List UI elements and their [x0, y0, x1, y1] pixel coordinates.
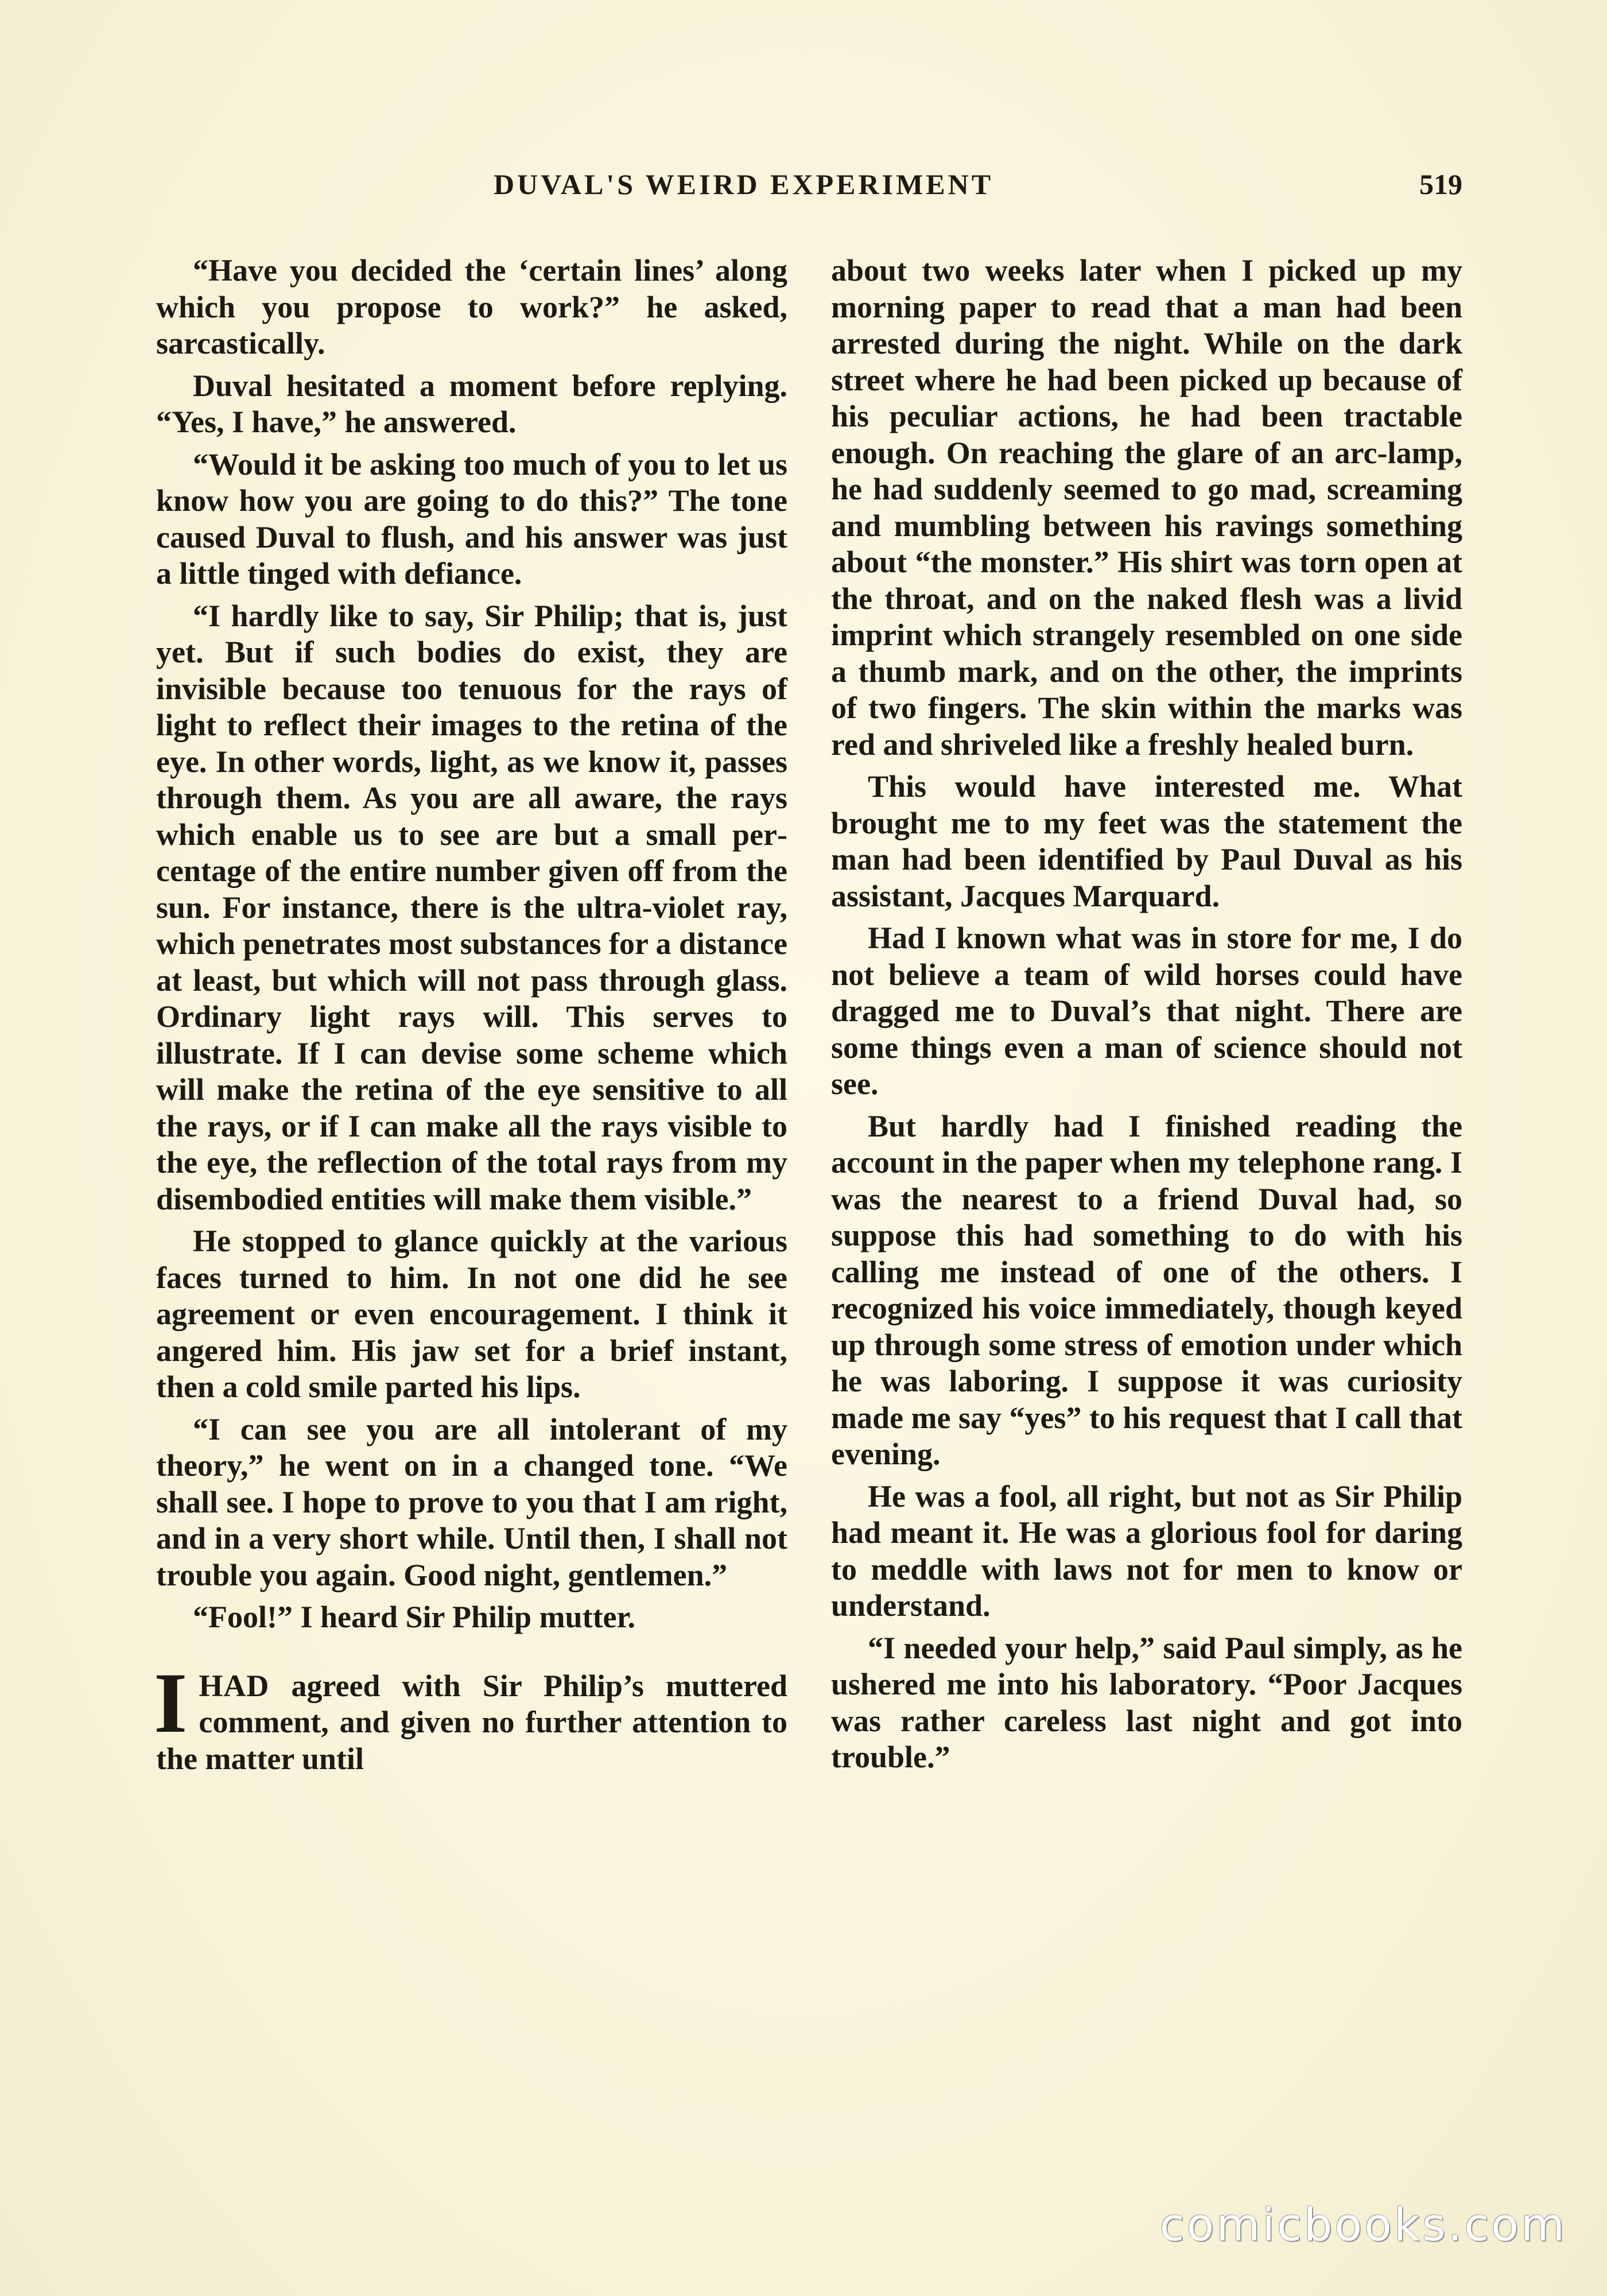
smallcaps-lead: HAD: [199, 1668, 270, 1703]
paragraph-continued: about two weeks later when I picked up my morning paper to read that a man had been arrested during the night. While on the dark street where he had been picked up because of his peculiar actions, he had been tractable enough. On reaching the glare of an arc-lamp, he had suddenly seemed to go mad, screaming and mumbling between his ravings something about “the monster.” His shirt was torn open at the throat, and on the naked flesh was a livid imprint which strangely resembled on one side a thumb mark, and on the other, the imprints of two fingers. The skin within the marks was red and shriveled like a freshly healed burn.: [831, 253, 1462, 762]
paragraph: Had I known what was in store for me, I do not believe a team of wild horses could have dragged me to Duval’s that night. There are some things even a man of science should not see.: [831, 921, 1462, 1101]
right-column: [831, 253, 1462, 1782]
paragraph: “Would it be asking too much of you to let us know how you are going to do this?” The tone caused Duval to flush, and his answer was just a little tinged with defiance.: [156, 447, 787, 591]
paragraph: “I hardly like to say, Sir Philip; that is, just yet. But if such bodies do exist, they are invisible because too tenuous for the rays of light to reflect their images to the retina of the eye. In other words, light, as we know it, passes through them. As you are all aware, the rays which enable us to see are but a small percentage of the entire number given off from the sun. For instance, there is the ultra-violet ray, which penetrates most substances for a distance at least, but which will not pass through glass. Ordinary light rays will. This serves to illustrate. If I can devise some scheme which will make the retina of the eye sensitive to all the rays, or if I can make all the rays visible to the eye, the reflection of the total rays from my disembodied entities will make them visible.”: [156, 598, 787, 1216]
drop-cap: I: [154, 1655, 188, 1751]
paragraph: This would have interested me. What brought me to my feet was the statement the man had been identified by Paul Duval as his assistant, Jacques Marquard.: [831, 769, 1462, 913]
paragraph: “I needed your help,” said Paul simply, as he ushered me into his laboratory. “Poor Jacques was rather careless last night and got into trouble.”: [831, 1630, 1462, 1774]
watermark: comicbooks.com: [1159, 2200, 1567, 2251]
paragraph: But hardly had I finished reading the account in the paper when my telephone rang. I was the nearest to a friend Duval had, so suppose this had something to do with his calling me instead of one of the others. I recognized his voice immediately, though keyed up through some stress of emotion under which he was laboring. I suppose it was curiosity made me say “yes” to his request that I call that evening.: [831, 1108, 1462, 1471]
section-start-paragraph: [154, 1655, 787, 1778]
paragraph: “Have you decided the ‘certain lines’ along which you propose to work?” he asked, sarcastically.: [156, 253, 787, 360]
paragraph: “I can see you are all intolerant of my theory,” he went on in a changed tone. “We shall see. I hope to prove to you that I am right, and in a very short while. Until then, I shall not trouble you again. Good night, gentlemen.”: [156, 1411, 787, 1592]
page-number: 519: [1419, 168, 1462, 200]
paragraph: He was a fool, all right, but not as Sir Philip had meant it. He was a glorious fool for daring to meddle with laws not for men to know or understand.: [831, 1479, 1462, 1623]
left-column: [156, 253, 787, 1783]
paragraph-text: agreed with Sir Philip’s muttered comment, and given no further attention to the matter until: [156, 1668, 787, 1776]
paragraph: Duval hesitated a moment before replying. “Yes, I have,” he answered.: [156, 368, 787, 439]
paragraph: He stopped to glance quickly at the various faces turned to him. In not one did he see agreement or even encouragement. I think it angered him. His jaw set for a brief instant, then a cold smile parted his lips.: [156, 1224, 787, 1404]
paragraph: “Fool!” I heard Sir Philip mutter.: [193, 1600, 636, 1634]
running-title: DUVAL'S WEIRD EXPERIMENT: [494, 168, 994, 200]
